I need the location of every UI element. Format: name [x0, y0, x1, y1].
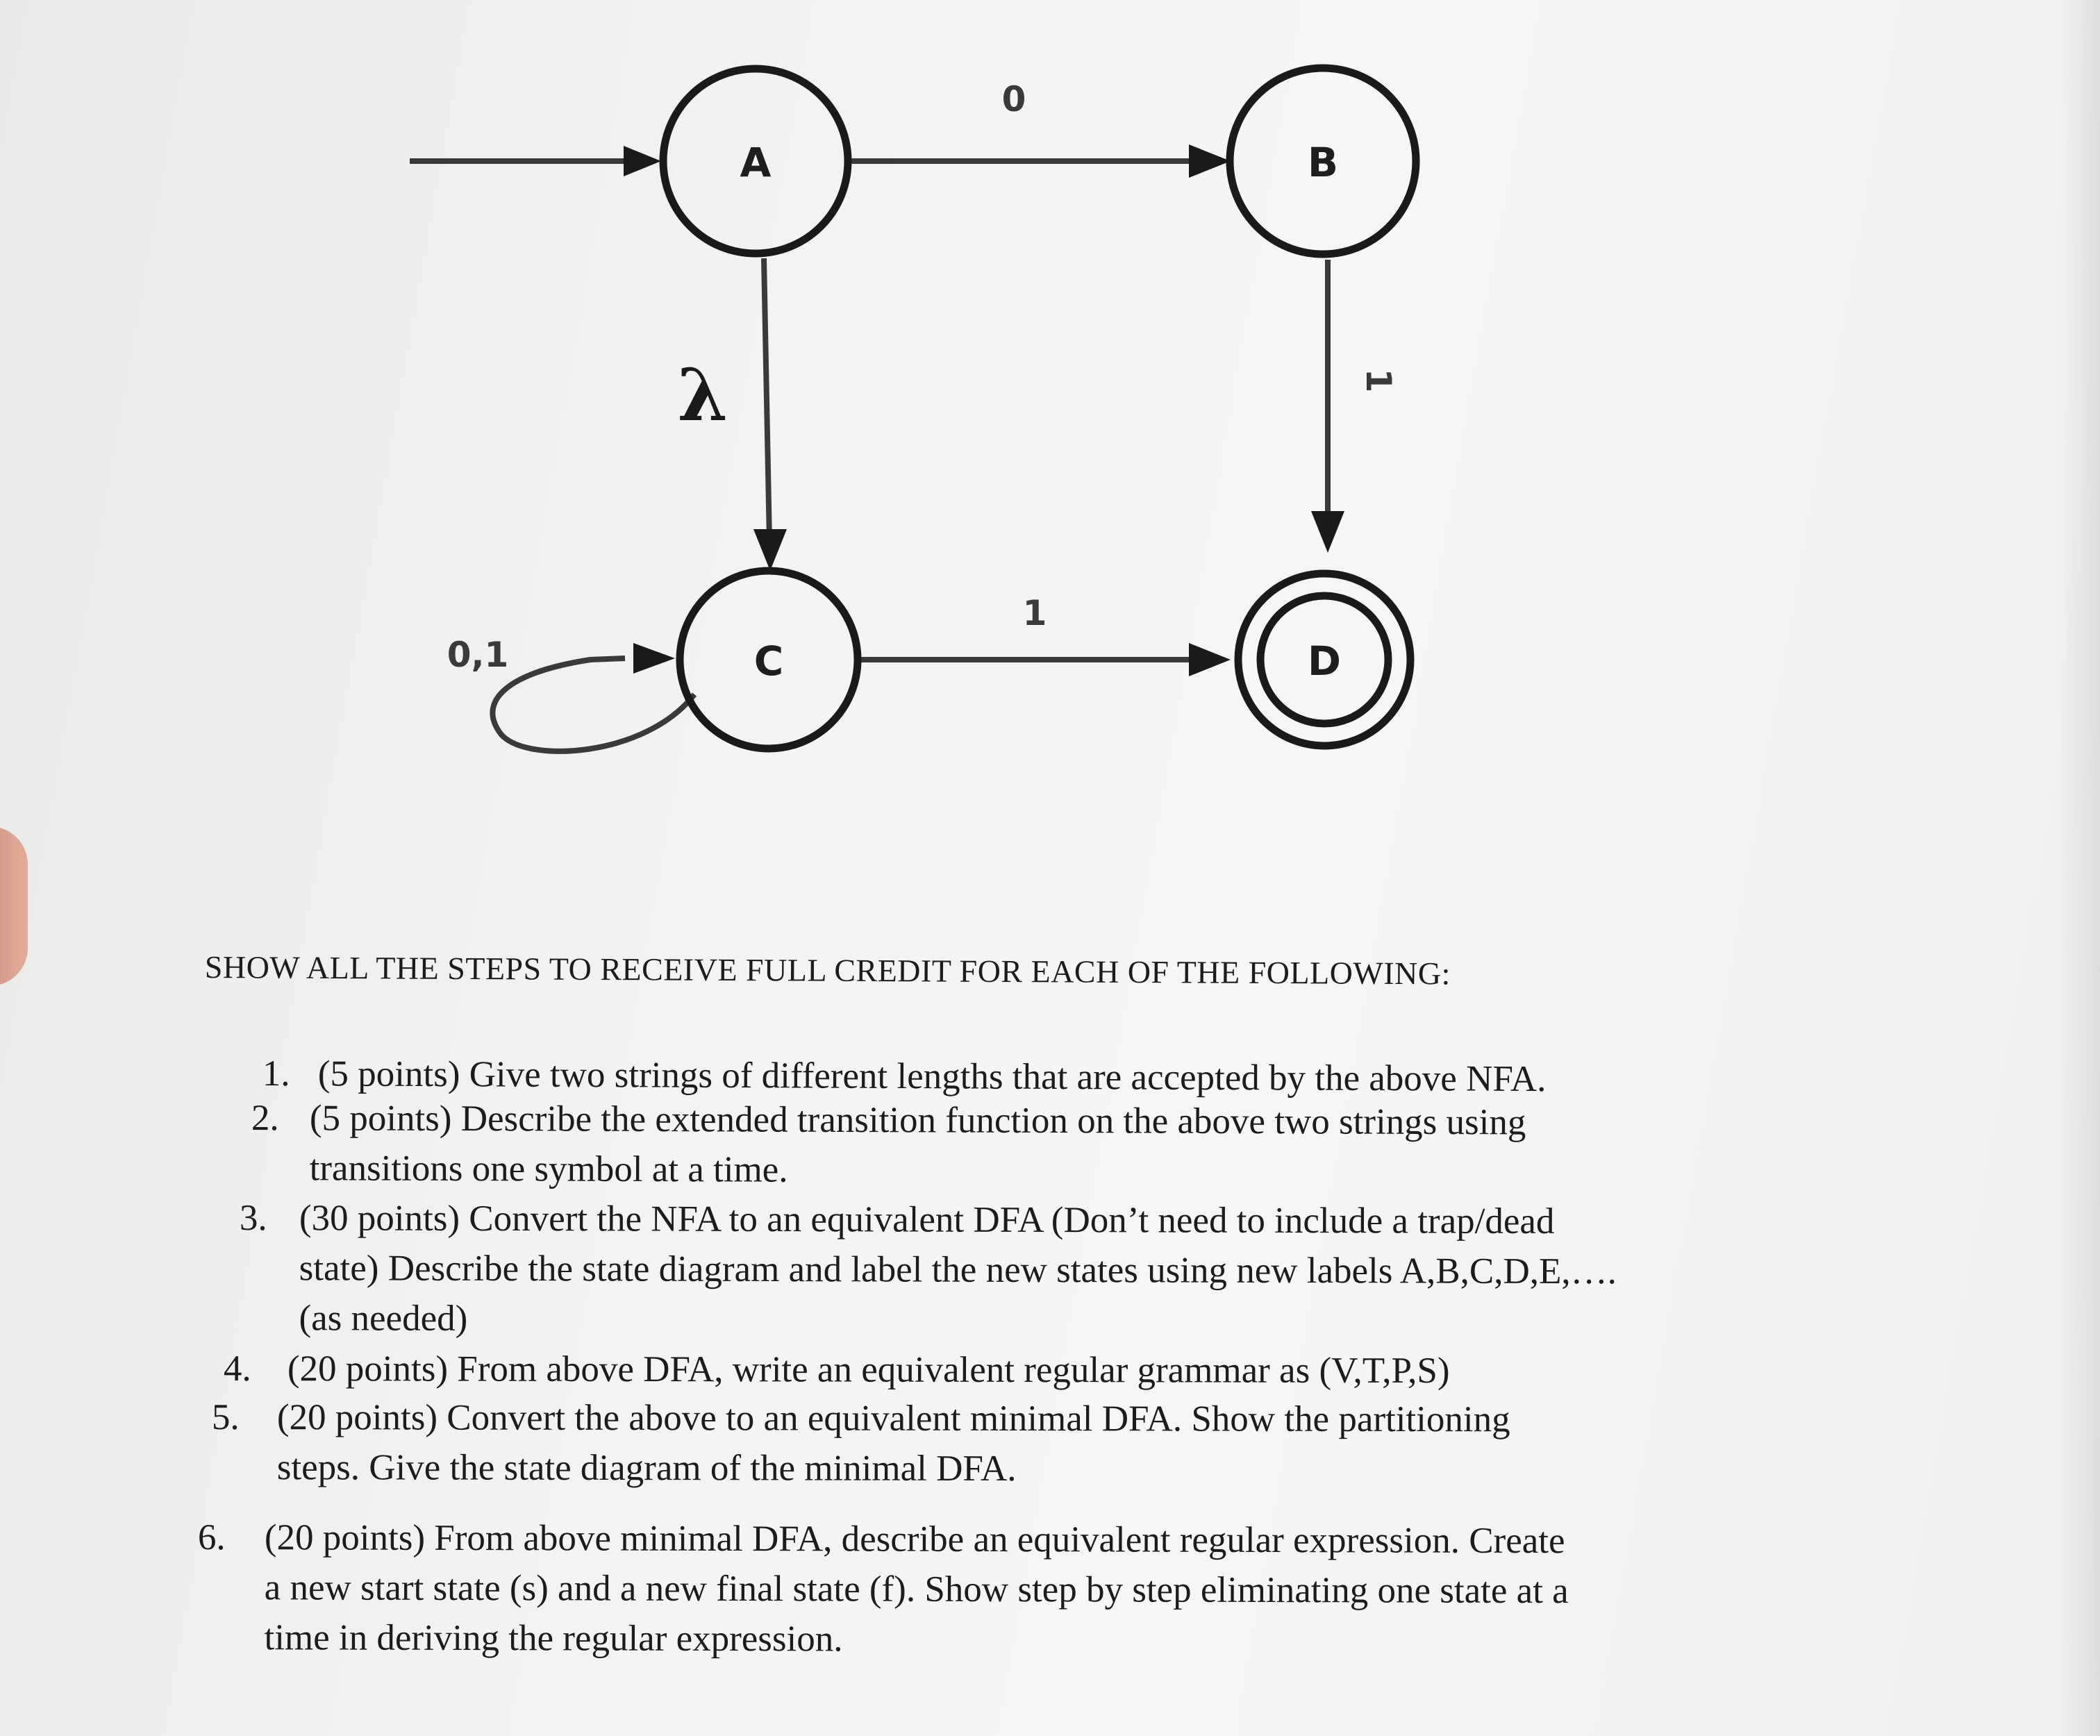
- state-d-label: D: [1307, 637, 1342, 685]
- edge-a-b-label: 0: [1001, 79, 1026, 119]
- question-3-line-1: (30 points) Convert the NFA to an equivalent DFA (Don’t need to include a trap/dead: [299, 1198, 1555, 1242]
- edge-b-d-label: 1: [1358, 368, 1399, 393]
- question-4: [224, 1344, 1450, 1396]
- state-b-label: B: [1307, 139, 1339, 186]
- question-6: [197, 1512, 1569, 1666]
- question-1-number: 1.: [262, 1053, 290, 1094]
- question-2: [251, 1093, 1526, 1197]
- question-6-line-3: time in deriving the regular expression.: [264, 1617, 843, 1660]
- question-3-line-2: state) Describe the state diagram and label the new states using new labels A,B,C,D,E,….: [299, 1248, 1617, 1292]
- question-1-line-1: (5 points) Give two strings of different lengths that are accepted by the above NFA.: [317, 1053, 1547, 1100]
- question-6-number: 6.: [197, 1517, 226, 1558]
- question-5-line-1: (20 points) Convert the above to an equivalent minimal DFA. Show the partitioning: [276, 1397, 1510, 1440]
- edge-c-d-label: 1: [1022, 593, 1047, 633]
- edge-a-c-label: λ: [677, 352, 728, 437]
- question-5-line-2: steps. Give the state diagram of the minimal DFA.: [276, 1447, 1017, 1489]
- question-3-number: 3.: [239, 1198, 267, 1239]
- question-5-number: 5.: [211, 1397, 240, 1438]
- question-4-number: 4.: [223, 1349, 251, 1389]
- question-3: [239, 1193, 1617, 1346]
- question-6-line-2: a new start state (s) and a new final state (f). Show step by step eliminating one state at a: [264, 1567, 1569, 1612]
- question-2-number: 2.: [251, 1098, 279, 1139]
- edge-c-c-label: 0,1: [447, 635, 509, 675]
- state-c-label: C: [753, 637, 784, 685]
- instructions-heading: SHOW ALL THE STEPS TO RECEIVE FULL CREDIT FOR EACH OF THE FOLLOWING:: [204, 949, 1451, 992]
- state-a-label: A: [740, 139, 772, 186]
- question-4-line-1: (20 points) From above DFA, write an equivalent regular grammar as (V,T,P,S): [287, 1349, 1450, 1392]
- question-2-line-2: transitions one symbol at a time.: [309, 1148, 788, 1190]
- question-6-line-1: (20 points) From above minimal DFA, describe an equivalent regular expression. Create: [264, 1517, 1565, 1562]
- question-5: [212, 1392, 1510, 1494]
- question-2-line-1: (5 points) Describe the extended transition function on the above two strings using: [309, 1098, 1526, 1143]
- question-3-line-3: (as needed): [299, 1298, 468, 1339]
